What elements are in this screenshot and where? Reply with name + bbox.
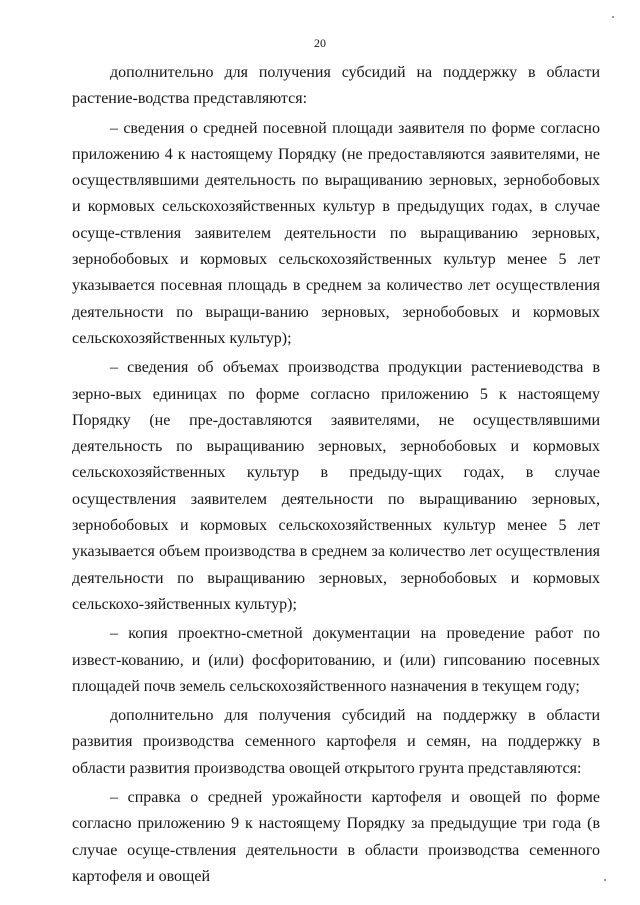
paragraph-sown-area-info: – сведения о средней посевной площади заявителя по форме согласно приложению 4 к настоящему Порядку (не предоставляются заявителями, не осуществлявшими деятельность по выращиванию зерновых, зернобобовых и кормовых сельскохозяйственных культур в предыдущих годах, в случае осуще-ствления заявителем деятельности по выращиванию зерновых, зернобобовых и кормовых сельскохозяйственных культур менее 5 лет указывается посевная площадь в среднем за количество лет осуществления деятельности по выращи-ванию зерновых, зернобобовых и кормовых сельскохозяйственных культур);: [72, 119, 600, 347]
paragraph-additional-crop-production: дополнительно для получения субсидий на поддержку в области растение-водства представляются:: [72, 64, 600, 108]
paragraph-additional-potato-vegetables: дополнительно для получения субсидий на поддержку в области развития производства семенного картофеля и семян, на поддержку в области развития производства овощей открытого грунта представляются:: [72, 707, 600, 777]
scan-mark-bottom-right: [604, 879, 606, 881]
page-number: 20: [314, 36, 326, 50]
document-body: [72, 60, 600, 890]
paragraph-yield-certificate: – справка о средней урожайности картофеля и овощей по форме согласно приложению 9 к настоящему Порядку за предыдущие три года (в случае осуще-ствления деятельности в области производства семенного картофеля и овощей: [72, 789, 600, 885]
paragraph-design-estimate-copy: – копия проектно-сметной документации на проведение работ по извест-кованию, и (или) фосфоритованию, и (или) гипсованию посевных площадей почв земель сельскохозяйственного назначения в текущем году;: [72, 625, 600, 695]
scan-mark-top-right: [612, 16, 614, 18]
paragraph-production-volume-info: – сведения об объемах производства продукции растениеводства в зерно-вых единицах по форме согласно приложению 5 к настоящему Порядку (не пре-доставляются заявителями, не осуществлявшими деятельность по выращиванию зерновых, зернобобовых и кормовых сельскохозяйственных культур в предыду-щих годах, в случае осуществления заявителем деятельности по выращиванию зерновых, зернобобовых и кормовых сельскохозяйственных культур менее 5 лет указывается объем производства в среднем за количество лет осуществления деятельности по выращиванию зерновых, зернобобовых и кормовых сельскохо-зяйственных культур);: [72, 359, 600, 613]
